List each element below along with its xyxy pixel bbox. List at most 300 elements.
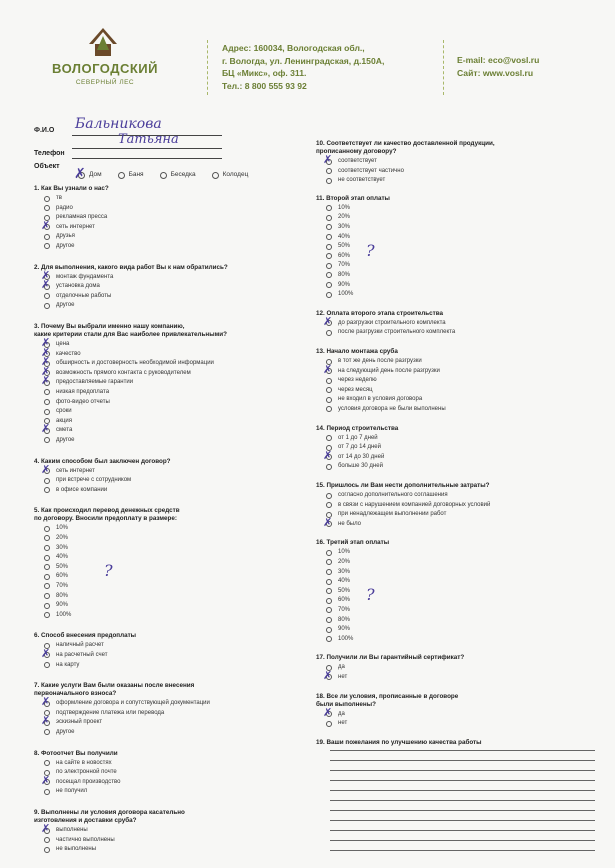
question	[316, 310, 586, 338]
answer-option[interactable]	[41, 462, 294, 477]
answer-label: 50%	[56, 563, 69, 570]
question	[316, 348, 586, 415]
answer-label: 60%	[338, 597, 351, 604]
answer-label: 30%	[56, 544, 69, 551]
wish-line[interactable]	[330, 830, 595, 831]
radio-circle[interactable]	[160, 172, 167, 179]
answer-label: согласно дополнительного соглашения	[338, 492, 448, 498]
answer-option[interactable]	[326, 290, 586, 300]
radio-circle[interactable]	[212, 172, 219, 179]
answer-option[interactable]	[326, 405, 586, 415]
object-option[interactable]	[74, 166, 102, 182]
radio-circle[interactable]	[326, 272, 332, 278]
answer-option[interactable]	[326, 242, 586, 252]
answer-label: 50%	[338, 587, 351, 594]
answer-label: монтаж фундамента	[56, 273, 114, 280]
radio-circle[interactable]	[44, 837, 50, 843]
answer-label: 70%	[338, 262, 351, 269]
radio-circle[interactable]	[326, 569, 332, 575]
answer-label: обширность и достоверность необходимой информации	[56, 360, 214, 367]
answer-label: возможность прямого контакта с руководителем	[56, 369, 191, 376]
answer-option[interactable]	[41, 268, 294, 283]
answer-label: по электронной почте	[56, 769, 117, 776]
answer-option[interactable]	[323, 448, 586, 463]
radio-circle[interactable]	[326, 205, 332, 211]
answer-option[interactable]	[44, 611, 294, 621]
answer-label: 90%	[56, 602, 69, 609]
answer-label: отделочные работы	[56, 292, 112, 299]
answer-option[interactable]	[323, 362, 586, 377]
radio-circle[interactable]	[44, 593, 50, 599]
answer-label: 40%	[56, 554, 69, 561]
answer-option[interactable]	[44, 709, 294, 719]
radio-circle[interactable]	[44, 526, 50, 532]
answer-option[interactable]	[326, 491, 586, 501]
radio-circle[interactable]	[44, 205, 50, 211]
radio-circle[interactable]	[326, 330, 332, 336]
answer-option[interactable]	[323, 515, 586, 530]
question	[34, 750, 294, 797]
handwritten-question-mark: ?	[366, 240, 375, 260]
question-title: 6. Способ внесения предоплаты	[34, 632, 137, 640]
wish-line[interactable]	[330, 780, 595, 781]
question	[316, 539, 586, 644]
wish-line[interactable]	[330, 820, 595, 821]
answer-option[interactable]	[326, 261, 586, 271]
check-mark-icon: ✗	[41, 355, 51, 369]
radio-circle[interactable]	[326, 598, 332, 604]
address-line: Адрес: 160034, Вологодская обл.,	[222, 43, 365, 53]
question	[34, 458, 294, 496]
answer-option[interactable]	[41, 374, 294, 388]
address-line: БЦ «Микс», оф. 311.	[222, 68, 307, 78]
answer-option[interactable]	[44, 213, 294, 223]
radio-circle[interactable]	[326, 559, 332, 565]
answer-option[interactable]	[41, 355, 294, 369]
radio-circle[interactable]	[326, 588, 332, 594]
radio-circle[interactable]	[44, 478, 50, 484]
answer-option[interactable]	[326, 434, 586, 444]
header-divider-left	[207, 40, 208, 95]
question	[34, 323, 294, 446]
radio-circle[interactable]	[326, 387, 332, 393]
question	[316, 195, 586, 300]
radio-circle[interactable]	[44, 612, 50, 618]
radio-circle[interactable]	[326, 234, 332, 240]
radio-circle[interactable]	[44, 487, 50, 493]
logo-house-icon	[85, 26, 121, 58]
answer-option[interactable]	[44, 292, 294, 302]
check-mark-icon: ✗	[323, 362, 333, 376]
radio-circle[interactable]	[44, 583, 50, 589]
answer-label: условия договора не были выполнены	[338, 405, 446, 412]
radio-circle[interactable]	[326, 502, 332, 508]
answer-option[interactable]	[44, 641, 294, 651]
wish-line[interactable]	[330, 790, 595, 791]
check-mark-icon: ✗	[41, 364, 51, 378]
answer-label: соответствует	[338, 158, 377, 164]
answer-label: сеть интернет	[56, 467, 95, 474]
answer-option[interactable]	[44, 486, 294, 496]
answer-option[interactable]	[44, 836, 294, 846]
answer-label: через неделю	[338, 377, 377, 384]
answer-option[interactable]	[41, 422, 294, 436]
radio-circle[interactable]	[44, 729, 50, 735]
answer-option[interactable]	[44, 544, 294, 554]
answer-option[interactable]	[326, 625, 586, 635]
wish-line[interactable]	[330, 800, 595, 801]
answer-label: установка дома	[56, 283, 100, 290]
radio-circle[interactable]	[326, 550, 332, 556]
answer-option[interactable]	[41, 714, 294, 728]
question-title: 8. Фотоотчет Вы получили	[34, 749, 118, 757]
answer-label: от 7 до 14 дней	[338, 444, 381, 451]
answer-option[interactable]	[326, 223, 586, 233]
answer-label: да	[338, 664, 345, 671]
answer-option[interactable]	[41, 364, 294, 379]
question-title: 13. Начало монтажа сруба	[316, 348, 398, 355]
radio-circle[interactable]	[44, 603, 50, 609]
fio-handwritten-surname: Бальникова	[75, 116, 162, 132]
answer-option[interactable]	[326, 510, 586, 520]
question	[34, 507, 294, 620]
radio-circle[interactable]	[44, 574, 50, 580]
object-option-label: Беседка	[170, 171, 196, 178]
radio-circle[interactable]	[326, 253, 332, 259]
answer-option[interactable]	[326, 606, 586, 616]
radio-circle[interactable]	[326, 464, 332, 470]
handwritten-question-mark: ?	[366, 585, 375, 605]
radio-circle[interactable]	[326, 397, 332, 403]
answer-option[interactable]	[323, 153, 586, 167]
answer-option[interactable]	[41, 822, 294, 836]
radio-circle[interactable]	[44, 293, 50, 299]
answer-option[interactable]	[326, 558, 586, 568]
object-options	[74, 163, 264, 182]
radio-circle[interactable]	[44, 564, 50, 570]
answer-option[interactable]	[326, 204, 586, 214]
answer-option[interactable]	[326, 281, 586, 291]
object-option[interactable]	[212, 171, 249, 178]
check-mark-icon: ✗	[41, 268, 51, 282]
answer-option[interactable]	[41, 773, 294, 788]
check-mark-icon: ✗	[41, 278, 51, 292]
answer-option[interactable]	[44, 534, 294, 544]
company-name: ВОЛОГОДСКИЙ	[52, 61, 158, 76]
answer-option[interactable]	[326, 252, 586, 262]
wish-line[interactable]	[330, 760, 595, 761]
check-mark-icon: ✗	[41, 374, 51, 388]
question-title: 16. Третий этап оплаты	[316, 539, 390, 547]
radio-circle[interactable]	[44, 535, 50, 541]
radio-circle[interactable]	[326, 607, 332, 613]
question	[316, 425, 586, 472]
phone-label: Телефон	[34, 150, 65, 157]
answer-option[interactable]	[326, 395, 586, 405]
wishes-lines[interactable]	[330, 750, 595, 860]
answer-option[interactable]	[323, 314, 586, 329]
answer-label: на карту	[56, 661, 80, 668]
answer-option[interactable]	[326, 386, 586, 396]
radio-circle[interactable]	[44, 545, 50, 551]
answer-option[interactable]	[44, 661, 294, 671]
answer-option[interactable]	[44, 728, 294, 738]
answer-option[interactable]	[326, 443, 586, 453]
check-mark-icon: ✗	[41, 695, 51, 709]
answer-label: 10%	[56, 525, 69, 532]
radio-circle[interactable]	[44, 234, 50, 240]
answer-label: другое	[56, 436, 75, 443]
answer-label: посещал производство	[56, 778, 121, 785]
answer-option[interactable]	[44, 845, 294, 855]
radio-circle[interactable]	[44, 437, 50, 443]
company-subtitle: СЕВЕРНЫЙ ЛЕС	[75, 79, 135, 86]
answer-option[interactable]	[326, 577, 586, 587]
answer-option[interactable]	[326, 587, 586, 597]
answer-label: другое	[56, 242, 75, 249]
wish-line[interactable]	[330, 840, 595, 841]
answer-label: 90%	[338, 626, 351, 633]
radio-circle[interactable]	[326, 627, 332, 633]
answer-option[interactable]	[326, 548, 586, 558]
address-line: Тел.: 8 800 555 93 92	[222, 80, 307, 91]
answer-label: нет	[338, 673, 348, 680]
answer-option[interactable]	[44, 553, 294, 563]
radio-circle[interactable]	[326, 178, 332, 184]
object-option[interactable]	[160, 171, 196, 178]
radio-circle[interactable]	[326, 244, 332, 250]
answer-option[interactable]	[326, 376, 586, 386]
answer-option[interactable]	[44, 232, 294, 242]
radio-circle[interactable]	[326, 435, 332, 441]
answer-option[interactable]	[44, 194, 294, 204]
answer-label: не входил в условия договора	[338, 396, 423, 403]
radio-circle[interactable]	[326, 292, 332, 298]
radio-circle[interactable]	[44, 399, 50, 405]
answer-option[interactable]	[44, 787, 294, 797]
answer-option[interactable]	[326, 596, 586, 606]
check-mark-icon: ✗	[41, 822, 51, 835]
answer-label: от 14 до 30 дней	[338, 453, 385, 460]
radio-circle[interactable]	[326, 168, 332, 174]
answer-option[interactable]	[326, 663, 586, 673]
answer-option[interactable]	[44, 563, 294, 573]
answer-option[interactable]	[44, 242, 294, 252]
answer-label: радио	[56, 204, 73, 211]
radio-circle[interactable]	[44, 303, 50, 309]
radio-circle[interactable]	[44, 789, 50, 795]
answer-option[interactable]	[326, 635, 586, 645]
answer-option[interactable]	[326, 271, 586, 281]
answer-option[interactable]	[326, 357, 586, 367]
answer-label: при ненадлежащем выполнении работ	[338, 511, 447, 518]
question	[316, 739, 586, 748]
radio-circle[interactable]	[326, 406, 332, 412]
radio-circle[interactable]	[44, 760, 50, 766]
question	[34, 682, 294, 737]
answer-label: фото-видео отчеты	[56, 398, 110, 405]
radio-circle[interactable]	[44, 847, 50, 853]
wish-line[interactable]	[330, 810, 595, 811]
check-mark-icon: ✗	[323, 314, 333, 328]
check-mark-icon: ✗	[323, 705, 333, 719]
answer-label: 70%	[338, 606, 351, 613]
radio-circle[interactable]	[326, 215, 332, 221]
answer-label: акция	[56, 417, 72, 424]
answer-label: рекламная пресса	[56, 214, 108, 221]
answer-option[interactable]	[44, 407, 294, 417]
radio-circle[interactable]	[326, 721, 332, 727]
answer-label: после разгрузки строительного комплекта	[338, 329, 456, 336]
radio-circle[interactable]	[44, 555, 50, 561]
answer-option[interactable]	[44, 601, 294, 611]
question	[316, 140, 586, 186]
object-option[interactable]	[118, 171, 144, 178]
question-title: 4. Каким способом был заключен договор?	[34, 457, 171, 465]
answer-option[interactable]	[41, 646, 294, 661]
answer-option[interactable]	[44, 572, 294, 582]
answer-option[interactable]	[41, 695, 294, 709]
answer-label: друзья	[56, 233, 75, 240]
radio-circle[interactable]	[44, 409, 50, 415]
radio-circle[interactable]	[326, 493, 332, 499]
radio-circle[interactable]	[44, 389, 50, 395]
check-mark-icon: ✗	[74, 166, 86, 182]
answer-label: качество	[56, 350, 81, 357]
answer-label: эскизный проект	[56, 719, 103, 726]
answer-option[interactable]	[326, 328, 586, 338]
answer-label: не было	[338, 520, 361, 527]
answer-option[interactable]	[44, 768, 294, 778]
radio-circle[interactable]	[326, 224, 332, 230]
answer-label: 70%	[56, 582, 69, 589]
answer-option[interactable]	[326, 616, 586, 626]
question-title: прописанному договору?	[316, 148, 397, 155]
wish-line[interactable]	[330, 850, 595, 851]
question-title: 7. Какие услуги Вам были оказаны после внесения	[34, 682, 195, 690]
question-title: 12. Оплата второго этапа строительства	[316, 309, 444, 317]
radio-circle[interactable]	[326, 378, 332, 384]
answer-label: сеть интернет	[56, 223, 95, 230]
radio-circle[interactable]	[326, 636, 332, 642]
answer-option[interactable]	[326, 462, 586, 472]
radio-circle[interactable]	[44, 243, 50, 249]
answer-label: низкая предоплата	[56, 388, 110, 395]
radio-circle[interactable]	[326, 579, 332, 585]
answer-label: 20%	[338, 558, 351, 565]
radio-circle[interactable]	[118, 172, 125, 179]
radio-circle[interactable]	[326, 263, 332, 269]
answer-option[interactable]	[41, 278, 294, 292]
answer-option[interactable]	[326, 719, 586, 729]
answer-label: не выполнены	[56, 846, 97, 853]
answer-option[interactable]	[44, 388, 294, 398]
question	[34, 264, 294, 311]
answer-option[interactable]	[44, 301, 294, 311]
fio-line-2	[72, 148, 222, 149]
answer-label: через месяц	[338, 386, 373, 393]
question	[34, 632, 294, 670]
question-title: какие критерии стали для Вас наиболее привлекательными?	[34, 331, 227, 338]
answer-label: 90%	[338, 281, 351, 288]
answer-option[interactable]	[326, 233, 586, 243]
answer-option[interactable]	[41, 345, 294, 360]
answer-option[interactable]	[326, 213, 586, 223]
answer-option[interactable]	[44, 398, 294, 408]
answer-option[interactable]	[326, 501, 586, 511]
answer-option[interactable]	[44, 476, 294, 486]
check-mark-icon: ✗	[323, 515, 333, 529]
answer-option[interactable]	[41, 336, 294, 350]
answer-label: соответствует частично	[338, 167, 404, 174]
answer-option[interactable]	[44, 204, 294, 214]
answer-option[interactable]	[326, 568, 586, 578]
question-title: изготовления и доставки сруба?	[34, 817, 137, 824]
answer-option[interactable]	[323, 705, 586, 720]
question-title: 11. Второй этап оплаты	[316, 194, 390, 202]
question-title: 9. Выполнены ли условия договора касательно	[34, 809, 185, 816]
answer-label: 50%	[338, 243, 351, 250]
answer-option[interactable]	[44, 524, 294, 534]
phone-line	[72, 158, 222, 159]
wish-line[interactable]	[330, 750, 595, 751]
question-title: 1. Как Вы узнали о нас?	[34, 185, 109, 192]
answer-option[interactable]	[44, 417, 294, 427]
answer-label: предоставляемые гарантии	[56, 379, 134, 386]
object-option-label: Баня	[128, 171, 144, 178]
radio-circle[interactable]	[326, 282, 332, 288]
answer-option[interactable]	[323, 668, 586, 683]
check-mark-icon: ✗	[41, 422, 51, 436]
answer-option[interactable]	[41, 218, 294, 233]
radio-circle[interactable]	[44, 196, 50, 202]
answer-option[interactable]	[44, 592, 294, 602]
object-label: Объект	[34, 163, 60, 170]
radio-circle[interactable]	[44, 662, 50, 668]
answer-label: 100%	[338, 291, 354, 298]
check-mark-icon: ✗	[41, 218, 51, 232]
answer-option[interactable]	[326, 176, 586, 186]
answer-label: да	[338, 710, 345, 717]
header-divider-right	[443, 40, 444, 95]
check-mark-icon: ✗	[41, 336, 51, 349]
answer-label: на расчетный счет	[56, 651, 108, 658]
answer-option[interactable]	[44, 759, 294, 769]
wish-line[interactable]	[330, 770, 595, 771]
answer-label: смета	[56, 427, 73, 434]
answer-option[interactable]	[44, 582, 294, 592]
question-title: первоначального взноса?	[34, 690, 117, 698]
answer-label: нет	[338, 720, 348, 727]
answer-option[interactable]	[44, 436, 294, 446]
check-mark-icon: ✗	[323, 448, 333, 462]
answer-label: оформление договора и сопутствующей документации	[56, 700, 210, 707]
company-address	[222, 42, 384, 92]
fio-label: Ф.И.О	[34, 127, 55, 134]
answer-option[interactable]	[326, 167, 586, 177]
fio-handwritten-name: Татьяна	[118, 132, 179, 147]
check-mark-icon: ✗	[41, 714, 51, 728]
address-line: г. Вологда, ул. Ленинградская, д.150А,	[222, 55, 385, 66]
question-title: 15. Пришлось ли Вам нести дополнительные затраты?	[316, 482, 490, 489]
question-title: 5. Как происходил перевод денежных средств	[34, 507, 180, 515]
check-mark-icon: ✗	[323, 668, 333, 682]
question	[34, 185, 294, 252]
radio-circle[interactable]	[326, 617, 332, 623]
answer-label: цена	[56, 341, 70, 347]
company-email: E-mail: eco@vosl.ru	[457, 55, 540, 65]
answer-label: 30%	[338, 223, 351, 230]
